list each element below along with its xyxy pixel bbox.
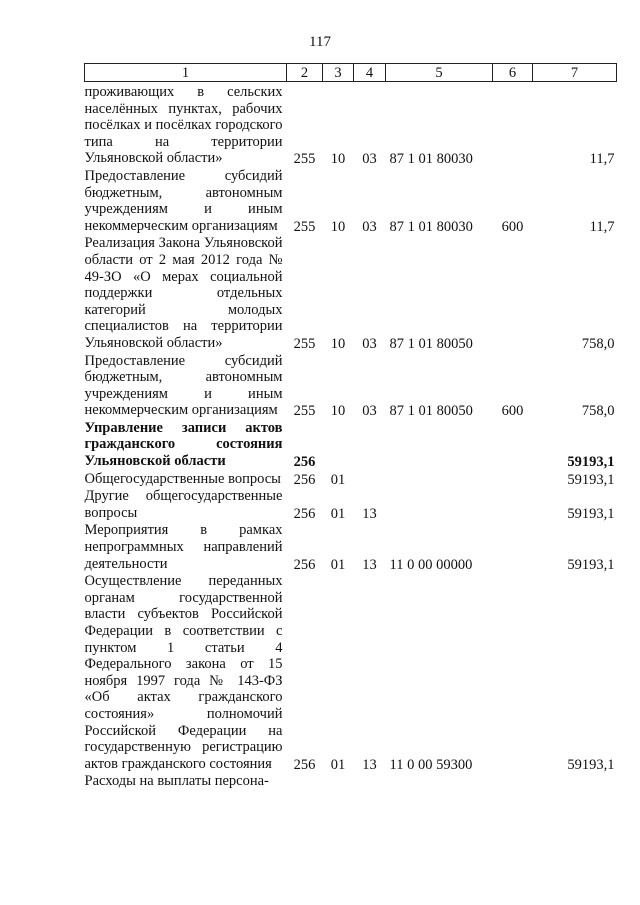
table-row <box>85 573 617 773</box>
row-name: Мероприятия в рамках непрограммных направлений деятельности <box>84 522 283 572</box>
amount: 758,0 <box>581 403 615 420</box>
ministry-code: 256 <box>293 505 316 522</box>
table-row <box>85 471 617 489</box>
ministry-code: 256 <box>293 471 316 488</box>
section-code: 01 <box>330 756 346 773</box>
expense-type-code <box>493 420 533 471</box>
amount: 758,0 <box>581 335 615 352</box>
column-number: 6 <box>493 64 533 82</box>
row-name: Предоставление субсидий бюджетным, автономным учреждениям и иным некоммерческим организациям <box>84 352 283 419</box>
row-name: Расходы на выплаты персона- <box>84 773 269 790</box>
subsection-code: 13 <box>362 505 377 522</box>
expense-type-code: 600 <box>501 403 524 420</box>
row-name: Общегосударственные вопросы <box>84 470 281 487</box>
target-article-code <box>386 488 493 522</box>
table-row <box>85 773 617 791</box>
table-row <box>85 235 617 352</box>
column-number: 2 <box>287 64 323 82</box>
section-code: 01 <box>330 556 346 573</box>
amount: 59193,1 <box>567 471 615 488</box>
table-row <box>85 82 617 168</box>
ministry-code: 255 <box>293 335 316 352</box>
table-row <box>85 168 617 235</box>
expense-type-code <box>493 235 533 352</box>
table-row <box>85 353 617 420</box>
expense-type-code <box>493 488 533 522</box>
section-code: 10 <box>330 335 346 352</box>
subsection-code: 03 <box>362 151 377 168</box>
subsection-code <box>354 420 386 471</box>
amount: 59193,1 <box>567 505 615 522</box>
target-article-code <box>386 471 493 489</box>
column-number-row <box>85 64 617 82</box>
expense-type-code <box>493 471 533 489</box>
target-article-code: 11 0 00 00000 <box>389 556 473 573</box>
target-article-code: 87 1 01 80050 <box>389 335 473 352</box>
ministry-code: 256 <box>293 556 316 573</box>
table-row <box>85 488 617 522</box>
expense-type-code: 600 <box>501 218 524 235</box>
section-code: 10 <box>330 403 346 420</box>
subsection-code: 03 <box>362 335 377 352</box>
ministry-code: 256 <box>293 454 316 471</box>
section-code <box>323 420 354 471</box>
column-number: 5 <box>386 64 493 82</box>
section-code: 10 <box>330 218 346 235</box>
column-number: 3 <box>323 64 354 82</box>
target-article-code: 87 1 01 80050 <box>389 403 473 420</box>
subsection-code <box>354 773 386 791</box>
subsection-code: 13 <box>362 756 377 773</box>
table-body <box>85 82 617 791</box>
column-number: 7 <box>533 64 617 82</box>
row-name: Реализация Закона Ульяновской области от 2 мая 2012 года № 49-ЗО «О мерах социальной поддержки отдельных категорий молодых специалистов на территории Ульяновской области» <box>84 235 283 351</box>
section-code <box>323 773 354 791</box>
row-name: Осуществление переданных органам государственной власти субъектов Российской Федерации в соответствии с пунктом 1 статьи 4 Федерального закона от 15 ноября 1997 года № 143-ФЗ «Об актах гражданского состояния» полномочий Российской Федерации на государственную регистрацию актов гражданского состояния <box>84 573 283 772</box>
row-name: Другие общегосударственные вопросы <box>84 488 283 521</box>
row-name: проживающих в сельских населённых пунктах, рабочих посёлках и посёлках городского типа на территории Ульяновской области» <box>84 84 283 167</box>
ministry-code: 255 <box>293 218 316 235</box>
amount <box>533 773 617 791</box>
target-article-code <box>386 420 493 471</box>
subsection-code: 13 <box>362 556 377 573</box>
section-code: 01 <box>330 471 346 488</box>
ministry-code: 256 <box>293 756 316 773</box>
target-article-code: 87 1 01 80030 <box>389 218 473 235</box>
amount: 59193,1 <box>567 454 615 471</box>
budget-table <box>84 63 617 791</box>
subsection-code: 03 <box>362 403 377 420</box>
expense-type-code <box>493 773 533 791</box>
amount: 59193,1 <box>567 556 615 573</box>
expense-type-code <box>493 522 533 573</box>
amount: 11,7 <box>589 218 615 235</box>
table-row <box>85 420 617 471</box>
ministry-code: 255 <box>293 403 316 420</box>
page-number: 117 <box>309 34 331 50</box>
section-code: 10 <box>330 151 346 168</box>
ministry-code: 255 <box>293 151 316 168</box>
expense-type-code <box>493 573 533 773</box>
column-number: 4 <box>354 64 386 82</box>
table-row <box>85 522 617 573</box>
target-article-code: 11 0 00 59300 <box>389 756 473 773</box>
row-name: Управление записи актов гражданского состояния Ульяновской области <box>84 419 283 470</box>
section-code: 01 <box>330 505 346 522</box>
target-article-code <box>386 773 493 791</box>
expense-type-code <box>493 82 533 168</box>
row-name: Предоставление субсидий бюджетным, автономным учреждениям и иным некоммерческим организациям <box>84 167 283 234</box>
target-article-code: 87 1 01 80030 <box>389 151 473 168</box>
subsection-code <box>354 471 386 489</box>
amount: 59193,1 <box>567 756 615 773</box>
amount: 11,7 <box>589 151 615 168</box>
ministry-code <box>287 773 323 791</box>
subsection-code: 03 <box>362 218 377 235</box>
column-number: 1 <box>85 64 287 82</box>
